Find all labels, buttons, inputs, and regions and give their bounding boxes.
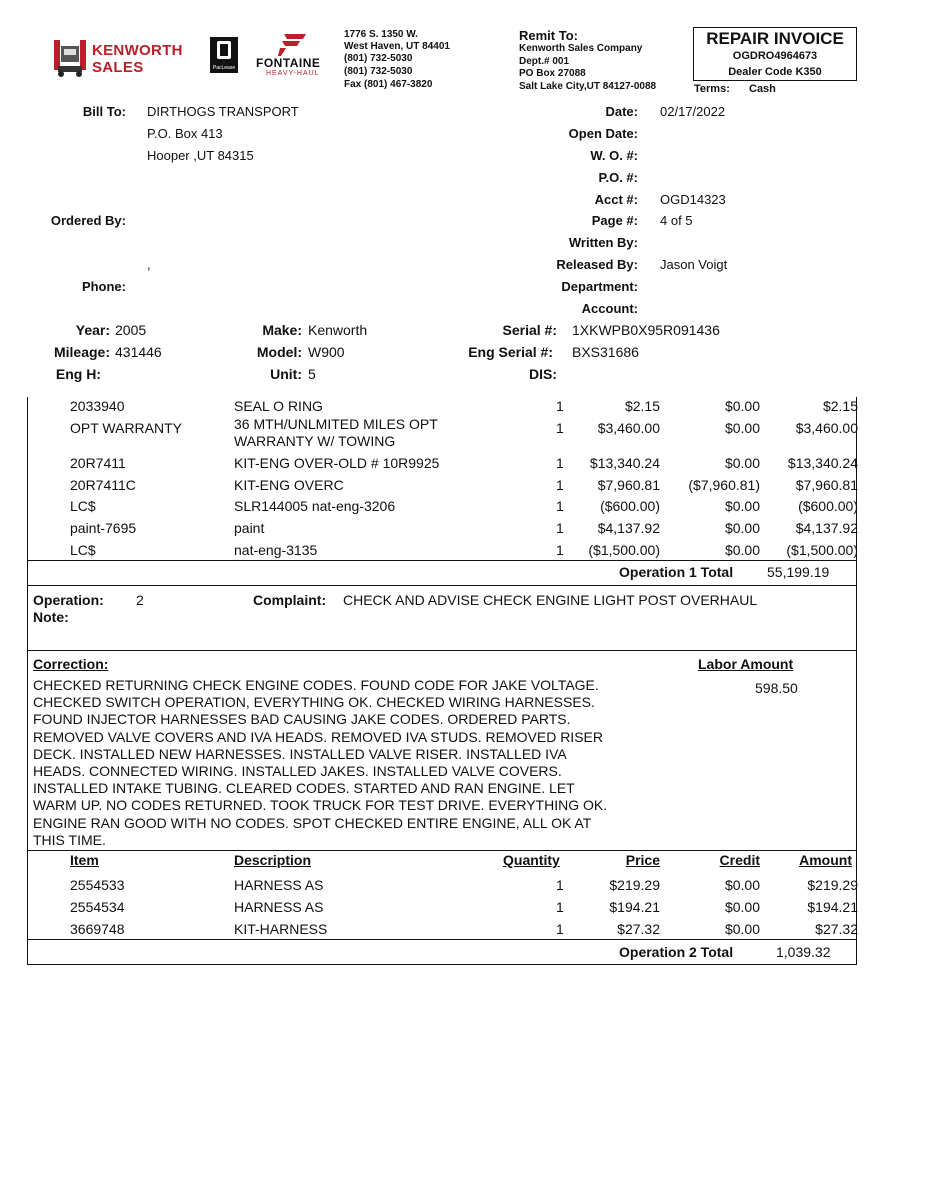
item-price: ($1,500.00) — [588, 542, 660, 558]
complaint-text: CHECK AND ADVISE CHECK ENGINE LIGHT POST OVERHAUL — [343, 592, 758, 608]
item-amount: $7,960.81 — [795, 477, 858, 493]
correction-text: CHECKED RETURNING CHECK ENGINE CODES. FOUND CODE FOR JAKE VOLTAGE. CHECKED SWITCH OPERATION, EVERYTHING OK. CHECKED WIRING HARNESSES. FOUND INJECTOR HARNESSES BAD CAUSING JAKE CODES. ORDERED PARTS. REMOVED VALVE COVERS AND IVA HEADS. REMOVED IVA STUDS. REMOVED RISER DECK. INSTALLED NEW HARNESSES. INSTALLED VALVE RISER. INSTALLED IVA HEADS. CONNECTED WIRING. INSTALLED JAKES. INSTALLED VALVE COVERS. INSTALLED INTAKE TUBING. CLEARED CODES. STARTED AND RAN ENGINE. LET WARM UP. NO CODES RETURNED. TOOK TRUCK FOR TEST DRIVE. EVERYTHING OK. ENGINE RAN GOOD WITH NO CODES. SPOT CHECKED ENTIRE ENGINE, ALL OK AT THIS TIME. — [33, 677, 608, 848]
item-code: 2554534 — [70, 899, 125, 915]
divider — [27, 939, 857, 940]
column-header-amount: Amount — [799, 852, 852, 868]
item-code: 3669748 — [70, 921, 125, 937]
released-by-label: Released By: — [556, 257, 638, 272]
item-price: $219.29 — [609, 877, 660, 893]
terms-label: Terms: — [694, 83, 730, 95]
fontaine-logo-subtext: HEAVY-HAUL — [266, 70, 320, 77]
column-header-item: Item — [70, 852, 99, 868]
dealer-address-line-1: 1776 S. 1350 W. — [344, 29, 418, 40]
item-quantity: 1 — [556, 420, 564, 436]
item-credit: $0.00 — [724, 899, 760, 915]
dealer-address-line-3: (801) 732-5030 — [344, 53, 413, 64]
year-value: 2005 — [115, 322, 147, 338]
table-left-border — [27, 397, 28, 964]
item-code: OPT WARRANTY — [70, 420, 183, 436]
po-label: P.O. #: — [598, 170, 638, 185]
eng-h-label: Eng H: — [55, 366, 101, 382]
model-value: W900 — [308, 344, 345, 360]
item-description: HARNESS AS — [234, 899, 324, 915]
model-label: Model: — [256, 344, 302, 360]
item-credit: $0.00 — [724, 398, 760, 414]
serial-label: Serial #: — [502, 322, 557, 338]
item-quantity: 1 — [556, 542, 564, 558]
invoice-box — [693, 27, 857, 81]
item-amount: $219.29 — [807, 877, 858, 893]
item-amount: ($1,500.00) — [786, 542, 858, 558]
item-quantity: 1 — [556, 498, 564, 514]
item-code: 2033940 — [70, 398, 125, 414]
fontaine-logo — [256, 34, 336, 78]
make-label: Make: — [262, 322, 302, 338]
item-quantity: 1 — [556, 520, 564, 536]
item-credit: $0.00 — [724, 455, 760, 471]
operation-1-total-label: Operation 1 Total — [619, 564, 734, 580]
item-amount: $2.15 — [822, 398, 858, 414]
item-description: SLR144005 nat-eng-3206 — [234, 498, 396, 514]
item-description: KIT-ENG OVERC — [234, 477, 344, 493]
item-price: ($600.00) — [600, 498, 660, 514]
item-description-line-2: WARRANTY W/ TOWING — [234, 433, 396, 449]
item-description: HARNESS AS — [234, 877, 324, 893]
item-credit: $0.00 — [724, 877, 760, 893]
item-description: 36 MTH/UNLMITED MILES OPT — [234, 416, 438, 432]
item-description: KIT-ENG OVER-OLD # 10R9925 — [234, 455, 440, 471]
item-description: nat-eng-3135 — [234, 542, 318, 558]
bill-to-line-1: DIRTHOGS TRANSPORT — [147, 104, 299, 119]
item-price: $4,137.92 — [597, 520, 660, 536]
item-quantity: 1 — [556, 877, 564, 893]
date-value: 02/17/2022 — [660, 104, 726, 119]
item-amount: $3,460.00 — [795, 420, 858, 436]
page-label: Page #: — [591, 213, 638, 228]
item-credit: ($7,960.81) — [688, 477, 760, 493]
item-amount: $27.32 — [815, 921, 858, 937]
item-credit: $0.00 — [724, 921, 760, 937]
operation-2-total-label: Operation 2 Total — [619, 944, 734, 960]
item-description: paint — [234, 520, 265, 536]
mileage-label: Mileage: — [53, 344, 110, 360]
dealer-address-line-2: West Haven, UT 84401 — [344, 41, 450, 52]
labor-amount-value: 598.50 — [755, 680, 798, 696]
dis-label: DIS: — [529, 366, 557, 382]
item-credit: $0.00 — [724, 420, 760, 436]
item-code: LC$ — [70, 498, 96, 514]
bill-to-line-3: Hooper ,UT 84315 — [147, 148, 254, 163]
invoice-title: REPAIR INVOICE — [706, 29, 844, 48]
divider — [27, 585, 857, 586]
complaint-label: Complaint: — [253, 592, 327, 608]
item-price: $3,460.00 — [597, 420, 660, 436]
column-header-description: Description — [234, 852, 312, 868]
kenworth-logo-text: KENWORTH SALES — [92, 42, 183, 76]
remit-line-2: Dept.# 001 — [519, 56, 570, 67]
wo-label: W. O. #: — [590, 148, 638, 163]
released-by-value: Jason Voigt — [660, 257, 728, 272]
correction-label: Correction: — [33, 656, 109, 672]
item-credit: $0.00 — [724, 542, 760, 558]
operation-number: 2 — [136, 592, 144, 608]
make-value: Kenworth — [308, 322, 368, 338]
page-value: 4 of 5 — [660, 213, 693, 228]
paclease-logo — [210, 37, 238, 73]
item-quantity: 1 — [556, 398, 564, 414]
divider — [27, 560, 857, 561]
divider — [27, 850, 856, 851]
item-description: KIT-HARNESS — [234, 921, 328, 937]
column-header-quantity: Quantity — [503, 852, 560, 868]
truck-icon — [52, 36, 88, 78]
dealer-address-line-5: Fax (801) 467-3820 — [344, 79, 433, 90]
operation-label: Operation: — [33, 592, 104, 608]
written-by-label: Written By: — [568, 235, 638, 250]
item-credit: $0.00 — [724, 498, 760, 514]
item-quantity: 1 — [556, 477, 564, 493]
remit-label: Remit To: — [519, 28, 578, 43]
divider — [27, 650, 856, 651]
account-label: Account: — [581, 301, 638, 316]
unit-label: Unit: — [270, 366, 302, 382]
labor-amount-label: Labor Amount — [698, 656, 794, 672]
column-header-price: Price — [625, 852, 660, 868]
item-description: SEAL O RING — [234, 398, 323, 414]
date-label: Date: — [605, 104, 638, 119]
item-quantity: 1 — [556, 899, 564, 915]
remit-line-1: Kenworth Sales Company — [519, 43, 643, 54]
item-price: $7,960.81 — [597, 477, 660, 493]
remit-line-3: PO Box 27088 — [519, 68, 586, 79]
item-code: 20R7411 — [70, 455, 126, 471]
serial-value: 1XKWPB0X95R091436 — [572, 322, 720, 338]
item-price: $27.32 — [617, 921, 660, 937]
unit-value: 5 — [308, 366, 316, 382]
fontaine-f-icon — [278, 34, 306, 56]
dealer-code: Dealer Code K350 — [728, 66, 822, 78]
note-label: Note: — [33, 609, 69, 625]
paclease-logo-text: PacLease — [212, 65, 236, 71]
department-label: Department: — [561, 279, 638, 294]
operation-2-total-value: 1,039.32 — [776, 944, 831, 960]
ordered-by-label: Ordered By: — [50, 213, 126, 228]
item-quantity: 1 — [556, 921, 564, 937]
phone-label: Phone: — [81, 279, 126, 294]
kenworth-sales-logo — [52, 34, 182, 80]
item-amount: ($600.00) — [798, 498, 858, 514]
open-date-label: Open Date: — [568, 126, 638, 141]
item-price: $13,340.24 — [589, 455, 660, 471]
eng-serial-label: Eng Serial #: — [468, 344, 553, 360]
item-code: LC$ — [70, 542, 96, 558]
bill-to-label: Bill To: — [82, 104, 126, 119]
divider — [27, 964, 857, 965]
fontaine-logo-text: FONTAINE — [256, 56, 321, 70]
item-amount: $13,340.24 — [787, 455, 858, 471]
column-header-credit: Credit — [719, 852, 760, 868]
ordered-by-comma: , — [147, 257, 151, 272]
acct-value: OGD14323 — [660, 192, 726, 207]
item-price: $2.15 — [624, 398, 660, 414]
dealer-address-line-4: (801) 732-5030 — [344, 66, 413, 77]
remit-line-4: Salt Lake City,UT 84127-0088 — [519, 81, 657, 92]
invoice-number: OGDRO4964673 — [732, 50, 818, 62]
item-price: $194.21 — [609, 899, 660, 915]
item-amount: $4,137.92 — [795, 520, 858, 536]
terms-value: Cash — [749, 83, 776, 95]
year-label: Year: — [75, 322, 110, 338]
item-quantity: 1 — [556, 455, 564, 471]
item-credit: $0.00 — [724, 520, 760, 536]
item-code: 2554533 — [70, 877, 125, 893]
mileage-value: 431446 — [115, 344, 162, 360]
item-code: 20R7411C — [70, 477, 136, 493]
item-amount: $194.21 — [807, 899, 858, 915]
item-code: paint-7695 — [70, 520, 137, 536]
bill-to-line-2: P.O. Box 413 — [147, 126, 223, 141]
operation-1-total-value: 55,199.19 — [767, 564, 830, 580]
eng-serial-value: BXS31686 — [572, 344, 639, 360]
acct-label: Acct #: — [594, 192, 638, 207]
